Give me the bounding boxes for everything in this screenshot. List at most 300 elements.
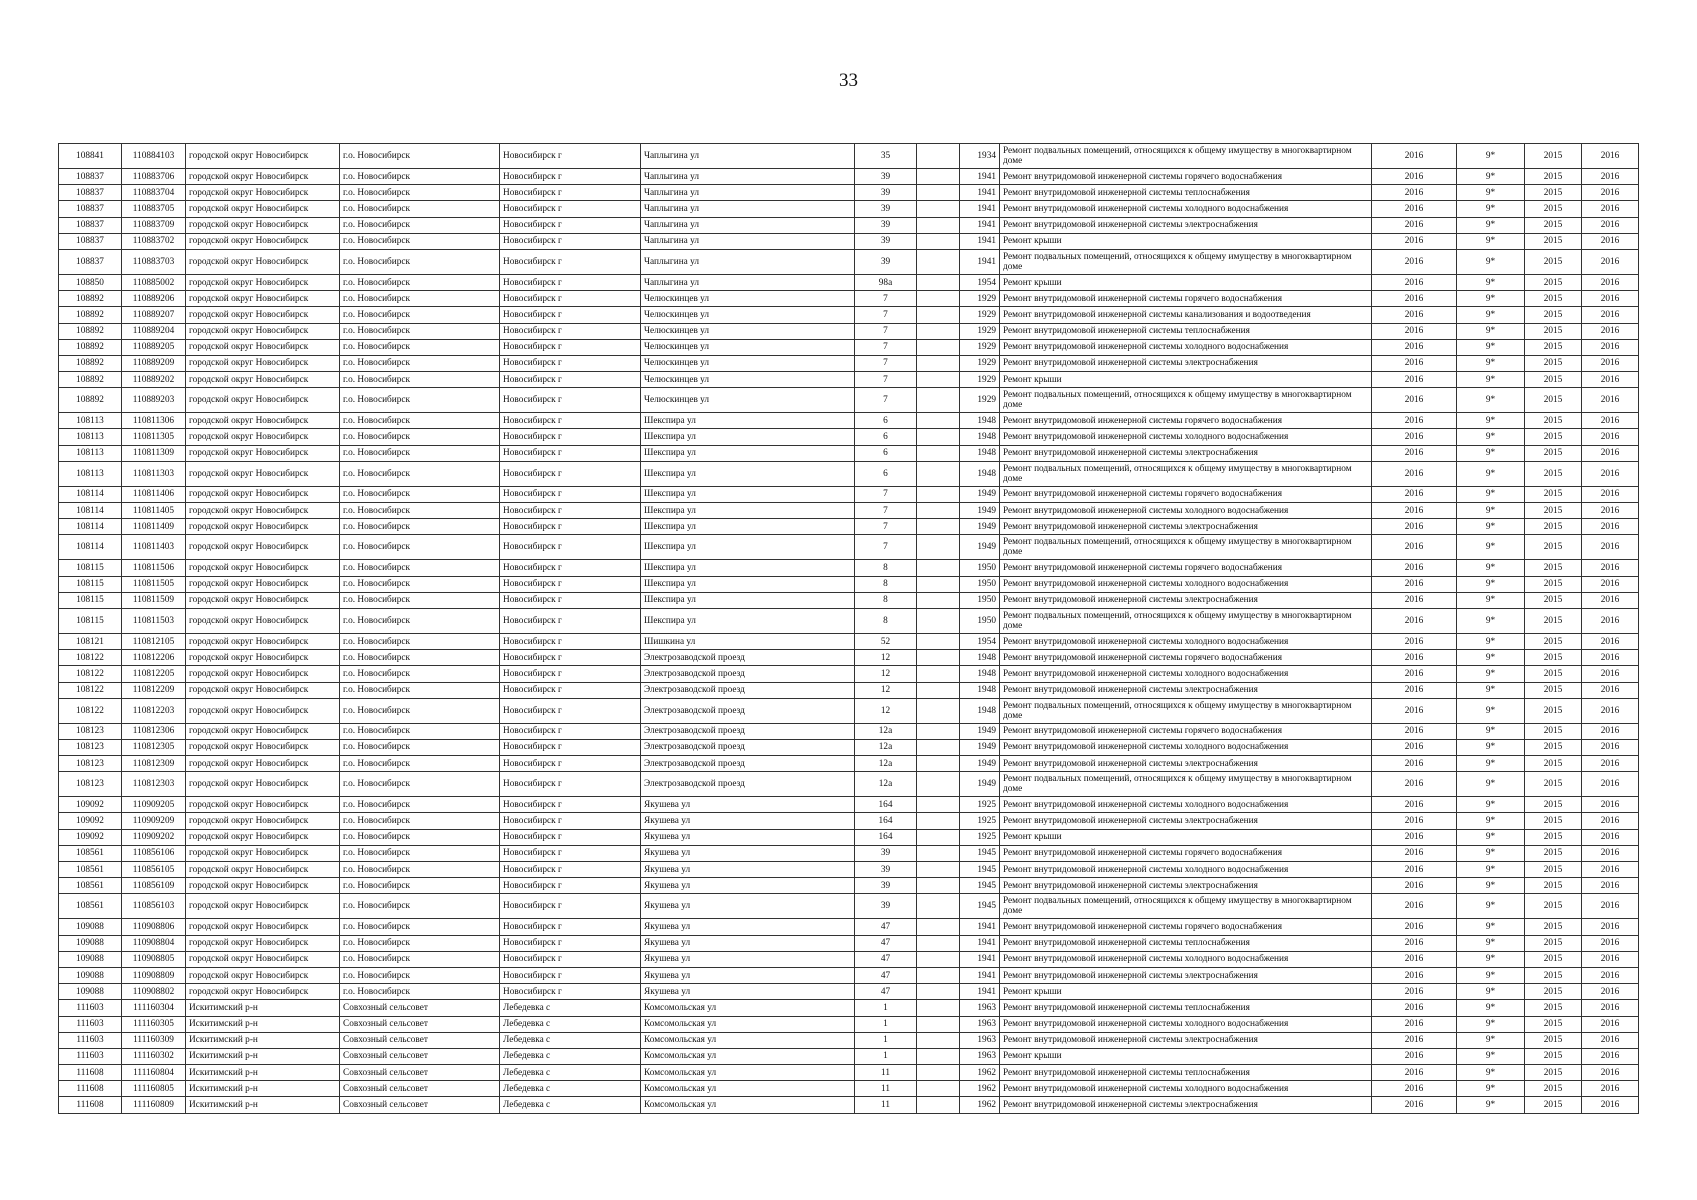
- end-year-cell: 2016: [1582, 1016, 1639, 1032]
- months-cell: 9*: [1457, 698, 1525, 723]
- end-year-cell: 2016: [1582, 862, 1639, 878]
- months-cell: 9*: [1457, 633, 1525, 649]
- start-year-cell: 2015: [1525, 1081, 1582, 1097]
- municipality-cell: г.о. Новосибирск: [340, 919, 500, 935]
- start-year-cell: 2015: [1525, 723, 1582, 739]
- build-year-cell: 1963: [960, 1048, 1000, 1064]
- locality-cell: Новосибирск г: [500, 291, 641, 307]
- planned-year-cell: 2016: [1372, 633, 1457, 649]
- municipality-cell: г.о. Новосибирск: [340, 756, 500, 772]
- start-year-cell: 2015: [1525, 1000, 1582, 1016]
- end-year-cell: 2016: [1582, 633, 1639, 649]
- work-type-cell: Ремонт внутридомовой инженерной системы канализования и водоотведения: [1000, 307, 1372, 323]
- municipality-cell: г.о. Новосибирск: [340, 355, 500, 371]
- street-cell: Электрозаводской проезд: [641, 698, 855, 723]
- end-year-cell: 2016: [1582, 608, 1639, 633]
- locality-cell: Новосибирск г: [500, 249, 641, 274]
- street-cell: Якушева ул: [641, 967, 855, 983]
- build-year-cell: 1945: [960, 878, 1000, 894]
- municipality-cell: г.о. Новосибирск: [340, 503, 500, 519]
- building-cell: [917, 650, 960, 666]
- end-year-cell: 2016: [1582, 535, 1639, 560]
- build-year-cell: 1948: [960, 461, 1000, 486]
- work-code-cell: 110885002: [122, 274, 186, 290]
- planned-year-cell: 2016: [1372, 984, 1457, 1000]
- start-year-cell: 2015: [1525, 772, 1582, 797]
- municipality-cell: Совхозный сельсовет: [340, 1081, 500, 1097]
- months-cell: 9*: [1457, 666, 1525, 682]
- district-cell: городской округ Новосибирск: [186, 323, 340, 339]
- work-code-cell: 110856109: [122, 878, 186, 894]
- end-year-cell: 2016: [1582, 144, 1639, 169]
- row-id-cell: 108123: [59, 739, 122, 755]
- end-year-cell: 2016: [1582, 739, 1639, 755]
- district-cell: городской округ Новосибирск: [186, 666, 340, 682]
- build-year-cell: 1934: [960, 144, 1000, 169]
- street-cell: Шекспира ул: [641, 560, 855, 576]
- district-cell: Искитимский р-н: [186, 1097, 340, 1113]
- municipality-cell: Совхозный сельсовет: [340, 1016, 500, 1032]
- start-year-cell: 2015: [1525, 445, 1582, 461]
- row-id-cell: 108841: [59, 144, 122, 169]
- row-id-cell: 108115: [59, 608, 122, 633]
- planned-year-cell: 2016: [1372, 813, 1457, 829]
- municipality-cell: г.о. Новосибирск: [340, 967, 500, 983]
- end-year-cell: 2016: [1582, 756, 1639, 772]
- start-year-cell: 2015: [1525, 919, 1582, 935]
- build-year-cell: 1950: [960, 560, 1000, 576]
- work-type-cell: Ремонт внутридомовой инженерной системы холодного водоснабжения: [1000, 1016, 1372, 1032]
- work-type-cell: Ремонт внутридомовой инженерной системы холодного водоснабжения: [1000, 339, 1372, 355]
- house-number-cell: 12: [855, 698, 917, 723]
- district-cell: городской округ Новосибирск: [186, 845, 340, 861]
- planned-year-cell: 2016: [1372, 217, 1457, 233]
- work-type-cell: Ремонт внутридомовой инженерной системы электроснабжения: [1000, 967, 1372, 983]
- municipality-cell: г.о. Новосибирск: [340, 592, 500, 608]
- start-year-cell: 2015: [1525, 144, 1582, 169]
- end-year-cell: 2016: [1582, 1097, 1639, 1113]
- build-year-cell: 1950: [960, 608, 1000, 633]
- municipality-cell: г.о. Новосибирск: [340, 984, 500, 1000]
- months-cell: 9*: [1457, 756, 1525, 772]
- work-type-cell: Ремонт крыши: [1000, 1048, 1372, 1064]
- building-cell: [917, 217, 960, 233]
- district-cell: городской округ Новосибирск: [186, 307, 340, 323]
- house-number-cell: 164: [855, 813, 917, 829]
- end-year-cell: 2016: [1582, 503, 1639, 519]
- municipality-cell: г.о. Новосибирск: [340, 560, 500, 576]
- work-code-cell: 110811406: [122, 486, 186, 502]
- street-cell: Комсомольская ул: [641, 1048, 855, 1064]
- start-year-cell: 2015: [1525, 201, 1582, 217]
- work-type-cell: Ремонт внутридомовой инженерной системы холодного водоснабжения: [1000, 739, 1372, 755]
- district-cell: городской округ Новосибирск: [186, 633, 340, 649]
- house-number-cell: 1: [855, 1000, 917, 1016]
- locality-cell: Новосибирск г: [500, 535, 641, 560]
- district-cell: городской округ Новосибирск: [186, 535, 340, 560]
- months-cell: 9*: [1457, 388, 1525, 413]
- end-year-cell: 2016: [1582, 413, 1639, 429]
- start-year-cell: 2015: [1525, 217, 1582, 233]
- months-cell: 9*: [1457, 739, 1525, 755]
- table-row: [59, 461, 1639, 486]
- building-cell: [917, 355, 960, 371]
- work-code-cell: 111160805: [122, 1081, 186, 1097]
- planned-year-cell: 2016: [1372, 560, 1457, 576]
- work-type-cell: Ремонт крыши: [1000, 233, 1372, 249]
- start-year-cell: 2015: [1525, 1097, 1582, 1113]
- months-cell: 9*: [1457, 169, 1525, 185]
- house-number-cell: 8: [855, 560, 917, 576]
- end-year-cell: 2016: [1582, 1032, 1639, 1048]
- planned-year-cell: 2016: [1372, 650, 1457, 666]
- months-cell: 9*: [1457, 576, 1525, 592]
- start-year-cell: 2015: [1525, 813, 1582, 829]
- planned-year-cell: 2016: [1372, 535, 1457, 560]
- work-code-cell: 111160305: [122, 1016, 186, 1032]
- build-year-cell: 1929: [960, 339, 1000, 355]
- building-cell: [917, 919, 960, 935]
- planned-year-cell: 2016: [1372, 967, 1457, 983]
- locality-cell: Новосибирск г: [500, 633, 641, 649]
- municipality-cell: г.о. Новосибирск: [340, 633, 500, 649]
- months-cell: 9*: [1457, 951, 1525, 967]
- months-cell: 9*: [1457, 984, 1525, 1000]
- start-year-cell: 2015: [1525, 1048, 1582, 1064]
- building-cell: [917, 1032, 960, 1048]
- planned-year-cell: 2016: [1372, 169, 1457, 185]
- planned-year-cell: 2016: [1372, 576, 1457, 592]
- end-year-cell: 2016: [1582, 274, 1639, 290]
- locality-cell: Лебедевка с: [500, 1032, 641, 1048]
- locality-cell: Новосибирск г: [500, 372, 641, 388]
- work-code-cell: 111160304: [122, 1000, 186, 1016]
- start-year-cell: 2015: [1525, 894, 1582, 919]
- end-year-cell: 2016: [1582, 878, 1639, 894]
- end-year-cell: 2016: [1582, 307, 1639, 323]
- building-cell: [917, 1065, 960, 1081]
- row-id-cell: 109088: [59, 951, 122, 967]
- page-number: 33: [839, 70, 858, 91]
- municipality-cell: Совхозный сельсовет: [340, 1097, 500, 1113]
- table-row: [59, 388, 1639, 413]
- work-code-cell: 110889207: [122, 307, 186, 323]
- building-cell: [917, 592, 960, 608]
- build-year-cell: 1948: [960, 413, 1000, 429]
- table-row: [59, 249, 1639, 274]
- street-cell: Челюскинцев ул: [641, 323, 855, 339]
- work-type-cell: Ремонт внутридомовой инженерной системы теплоснабжения: [1000, 935, 1372, 951]
- build-year-cell: 1948: [960, 445, 1000, 461]
- municipality-cell: г.о. Новосибирск: [340, 951, 500, 967]
- build-year-cell: 1929: [960, 291, 1000, 307]
- municipality-cell: г.о. Новосибирск: [340, 233, 500, 249]
- house-number-cell: 7: [855, 388, 917, 413]
- locality-cell: Новосибирск г: [500, 217, 641, 233]
- building-cell: [917, 461, 960, 486]
- work-type-cell: Ремонт внутридомовой инженерной системы холодного водоснабжения: [1000, 633, 1372, 649]
- table-row: [59, 951, 1639, 967]
- table-row: [59, 576, 1639, 592]
- house-number-cell: 39: [855, 169, 917, 185]
- start-year-cell: 2015: [1525, 355, 1582, 371]
- row-id-cell: 108837: [59, 201, 122, 217]
- table-row: [59, 486, 1639, 502]
- building-cell: [917, 633, 960, 649]
- build-year-cell: 1929: [960, 323, 1000, 339]
- planned-year-cell: 2016: [1372, 519, 1457, 535]
- house-number-cell: 8: [855, 592, 917, 608]
- municipality-cell: г.о. Новосибирск: [340, 388, 500, 413]
- locality-cell: Лебедевка с: [500, 1000, 641, 1016]
- planned-year-cell: 2016: [1372, 486, 1457, 502]
- end-year-cell: 2016: [1582, 984, 1639, 1000]
- months-cell: 9*: [1457, 1081, 1525, 1097]
- start-year-cell: 2015: [1525, 698, 1582, 723]
- end-year-cell: 2016: [1582, 388, 1639, 413]
- build-year-cell: 1954: [960, 274, 1000, 290]
- build-year-cell: 1950: [960, 592, 1000, 608]
- municipality-cell: г.о. Новосибирск: [340, 845, 500, 861]
- row-id-cell: 108122: [59, 666, 122, 682]
- work-code-cell: 110811506: [122, 560, 186, 576]
- work-type-cell: Ремонт подвальных помещений, относящихся к общему имуществу в многоквартирном доме: [1000, 608, 1372, 633]
- locality-cell: Новосибирск г: [500, 772, 641, 797]
- build-year-cell: 1962: [960, 1065, 1000, 1081]
- repair-schedule-table: [58, 143, 1639, 1114]
- months-cell: 9*: [1457, 1097, 1525, 1113]
- months-cell: 9*: [1457, 355, 1525, 371]
- work-code-cell: 111160809: [122, 1097, 186, 1113]
- table-row: [59, 1081, 1639, 1097]
- house-number-cell: 11: [855, 1097, 917, 1113]
- build-year-cell: 1941: [960, 919, 1000, 935]
- table-row: [59, 813, 1639, 829]
- start-year-cell: 2015: [1525, 185, 1582, 201]
- end-year-cell: 2016: [1582, 372, 1639, 388]
- build-year-cell: 1963: [960, 1000, 1000, 1016]
- work-type-cell: Ремонт внутридомовой инженерной системы горячего водоснабжения: [1000, 486, 1372, 502]
- house-number-cell: 12: [855, 650, 917, 666]
- table-row: [59, 1016, 1639, 1032]
- locality-cell: Новосибирск г: [500, 608, 641, 633]
- build-year-cell: 1949: [960, 503, 1000, 519]
- build-year-cell: 1941: [960, 201, 1000, 217]
- work-code-cell: 110812203: [122, 698, 186, 723]
- building-cell: [917, 862, 960, 878]
- end-year-cell: 2016: [1582, 576, 1639, 592]
- work-type-cell: Ремонт внутридомовой инженерной системы горячего водоснабжения: [1000, 845, 1372, 861]
- table-row: [59, 756, 1639, 772]
- district-cell: Искитимский р-н: [186, 1032, 340, 1048]
- build-year-cell: 1948: [960, 650, 1000, 666]
- house-number-cell: 7: [855, 307, 917, 323]
- work-code-cell: 110889203: [122, 388, 186, 413]
- municipality-cell: г.о. Новосибирск: [340, 291, 500, 307]
- street-cell: Электрозаводской проезд: [641, 723, 855, 739]
- locality-cell: Новосибирск г: [500, 169, 641, 185]
- end-year-cell: 2016: [1582, 560, 1639, 576]
- end-year-cell: 2016: [1582, 723, 1639, 739]
- street-cell: Челюскинцев ул: [641, 307, 855, 323]
- municipality-cell: г.о. Новосибирск: [340, 698, 500, 723]
- locality-cell: Новосибирск г: [500, 461, 641, 486]
- build-year-cell: 1945: [960, 845, 1000, 861]
- planned-year-cell: 2016: [1372, 461, 1457, 486]
- end-year-cell: 2016: [1582, 445, 1639, 461]
- row-id-cell: 111603: [59, 1016, 122, 1032]
- municipality-cell: г.о. Новосибирск: [340, 608, 500, 633]
- work-type-cell: Ремонт внутридомовой инженерной системы электроснабжения: [1000, 756, 1372, 772]
- building-cell: [917, 878, 960, 894]
- municipality-cell: Совхозный сельсовет: [340, 1065, 500, 1081]
- build-year-cell: 1941: [960, 185, 1000, 201]
- planned-year-cell: 2016: [1372, 592, 1457, 608]
- district-cell: городской округ Новосибирск: [186, 339, 340, 355]
- district-cell: городской округ Новосибирск: [186, 560, 340, 576]
- street-cell: Якушева ул: [641, 894, 855, 919]
- building-cell: [917, 845, 960, 861]
- start-year-cell: 2015: [1525, 503, 1582, 519]
- end-year-cell: 2016: [1582, 1000, 1639, 1016]
- house-number-cell: 7: [855, 323, 917, 339]
- house-number-cell: 164: [855, 797, 917, 813]
- work-code-cell: 110856103: [122, 894, 186, 919]
- district-cell: городской округ Новосибирск: [186, 797, 340, 813]
- row-id-cell: 111603: [59, 1032, 122, 1048]
- house-number-cell: 7: [855, 339, 917, 355]
- municipality-cell: г.о. Новосибирск: [340, 650, 500, 666]
- table-row: [59, 413, 1639, 429]
- municipality-cell: г.о. Новосибирск: [340, 339, 500, 355]
- months-cell: 9*: [1457, 845, 1525, 861]
- locality-cell: Новосибирск г: [500, 878, 641, 894]
- build-year-cell: 1962: [960, 1081, 1000, 1097]
- start-year-cell: 2015: [1525, 233, 1582, 249]
- work-code-cell: 110889206: [122, 291, 186, 307]
- building-cell: [917, 519, 960, 535]
- house-number-cell: 39: [855, 878, 917, 894]
- street-cell: Электрозаводской проезд: [641, 650, 855, 666]
- table-row: [59, 829, 1639, 845]
- start-year-cell: 2015: [1525, 413, 1582, 429]
- work-type-cell: Ремонт внутридомовой инженерной системы теплоснабжения: [1000, 323, 1372, 339]
- street-cell: Чаплыгина ул: [641, 233, 855, 249]
- work-code-cell: 111160302: [122, 1048, 186, 1064]
- planned-year-cell: 2016: [1372, 503, 1457, 519]
- table-row: [59, 1048, 1639, 1064]
- locality-cell: Новосибирск г: [500, 445, 641, 461]
- work-type-cell: Ремонт внутридомовой инженерной системы холодного водоснабжения: [1000, 201, 1372, 217]
- work-code-cell: 110889204: [122, 323, 186, 339]
- row-id-cell: 108121: [59, 633, 122, 649]
- planned-year-cell: 2016: [1372, 413, 1457, 429]
- work-type-cell: Ремонт внутридомовой инженерной системы электроснабжения: [1000, 445, 1372, 461]
- district-cell: городской округ Новосибирск: [186, 829, 340, 845]
- end-year-cell: 2016: [1582, 951, 1639, 967]
- work-code-cell: 110889209: [122, 355, 186, 371]
- planned-year-cell: 2016: [1372, 1032, 1457, 1048]
- row-id-cell: 108114: [59, 535, 122, 560]
- locality-cell: Новосибирск г: [500, 862, 641, 878]
- start-year-cell: 2015: [1525, 633, 1582, 649]
- street-cell: Комсомольская ул: [641, 1016, 855, 1032]
- building-cell: [917, 144, 960, 169]
- months-cell: 9*: [1457, 503, 1525, 519]
- municipality-cell: г.о. Новосибирск: [340, 169, 500, 185]
- street-cell: Электрозаводской проезд: [641, 756, 855, 772]
- months-cell: 9*: [1457, 429, 1525, 445]
- municipality-cell: г.о. Новосибирск: [340, 185, 500, 201]
- building-cell: [917, 1048, 960, 1064]
- house-number-cell: 39: [855, 185, 917, 201]
- build-year-cell: 1941: [960, 249, 1000, 274]
- months-cell: 9*: [1457, 797, 1525, 813]
- end-year-cell: 2016: [1582, 682, 1639, 698]
- locality-cell: Новосибирск г: [500, 984, 641, 1000]
- work-type-cell: Ремонт внутридомовой инженерной системы электроснабжения: [1000, 813, 1372, 829]
- work-type-cell: Ремонт внутридомовой инженерной системы холодного водоснабжения: [1000, 429, 1372, 445]
- planned-year-cell: 2016: [1372, 429, 1457, 445]
- street-cell: Электрозаводской проезд: [641, 739, 855, 755]
- house-number-cell: 12: [855, 682, 917, 698]
- work-code-cell: 110908802: [122, 984, 186, 1000]
- work-type-cell: Ремонт крыши: [1000, 984, 1372, 1000]
- locality-cell: Новосибирск г: [500, 144, 641, 169]
- work-code-cell: 110883704: [122, 185, 186, 201]
- work-type-cell: Ремонт внутридомовой инженерной системы холодного водоснабжения: [1000, 862, 1372, 878]
- table-row: [59, 650, 1639, 666]
- start-year-cell: 2015: [1525, 951, 1582, 967]
- municipality-cell: г.о. Новосибирск: [340, 723, 500, 739]
- start-year-cell: 2015: [1525, 274, 1582, 290]
- district-cell: Искитимский р-н: [186, 1081, 340, 1097]
- work-type-cell: Ремонт внутридомовой инженерной системы электроснабжения: [1000, 217, 1372, 233]
- start-year-cell: 2015: [1525, 1016, 1582, 1032]
- work-type-cell: Ремонт внутридомовой инженерной системы холодного водоснабжения: [1000, 1081, 1372, 1097]
- district-cell: городской округ Новосибирск: [186, 756, 340, 772]
- planned-year-cell: 2016: [1372, 797, 1457, 813]
- end-year-cell: 2016: [1582, 935, 1639, 951]
- locality-cell: Новосибирск г: [500, 894, 641, 919]
- table-row: [59, 233, 1639, 249]
- municipality-cell: г.о. Новосибирск: [340, 878, 500, 894]
- street-cell: Шекспира ул: [641, 608, 855, 633]
- district-cell: городской округ Новосибирск: [186, 217, 340, 233]
- table-row: [59, 274, 1639, 290]
- municipality-cell: г.о. Новосибирск: [340, 201, 500, 217]
- street-cell: Шекспира ул: [641, 576, 855, 592]
- work-type-cell: Ремонт крыши: [1000, 372, 1372, 388]
- table-row: [59, 339, 1639, 355]
- row-id-cell: 108837: [59, 233, 122, 249]
- row-id-cell: 108114: [59, 519, 122, 535]
- planned-year-cell: 2016: [1372, 323, 1457, 339]
- district-cell: городской округ Новосибирск: [186, 429, 340, 445]
- planned-year-cell: 2016: [1372, 862, 1457, 878]
- house-number-cell: 12а: [855, 772, 917, 797]
- start-year-cell: 2015: [1525, 592, 1582, 608]
- row-id-cell: 108122: [59, 650, 122, 666]
- street-cell: Чаплыгина ул: [641, 144, 855, 169]
- municipality-cell: г.о. Новосибирск: [340, 682, 500, 698]
- building-cell: [917, 984, 960, 1000]
- work-code-cell: 110811305: [122, 429, 186, 445]
- house-number-cell: 7: [855, 535, 917, 560]
- months-cell: 9*: [1457, 519, 1525, 535]
- house-number-cell: 39: [855, 217, 917, 233]
- locality-cell: Новосибирск г: [500, 339, 641, 355]
